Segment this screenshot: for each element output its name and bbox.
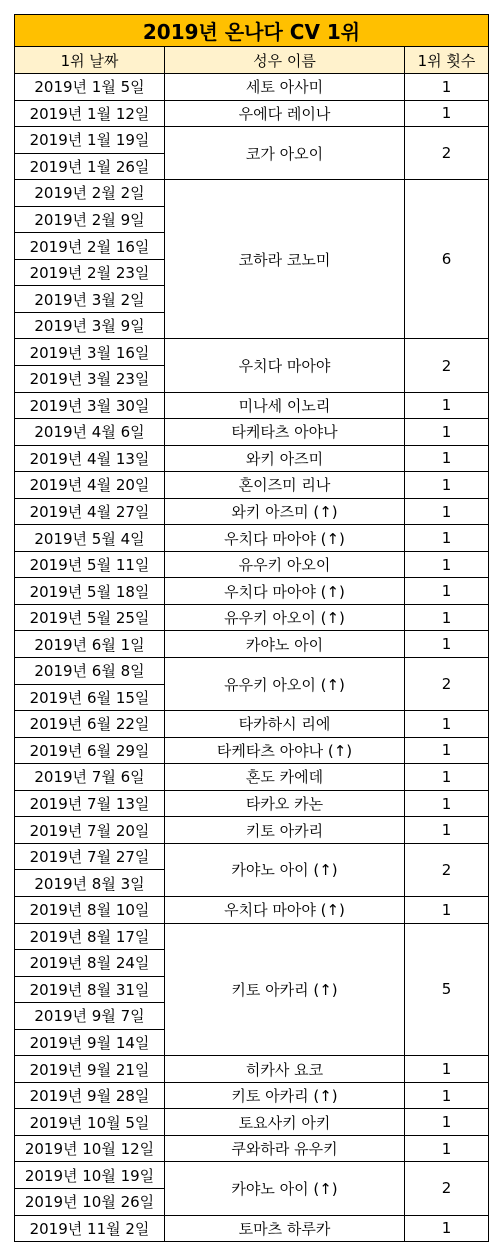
date-cell: 2019년 6월 15일: [15, 684, 165, 711]
voice-actor-name-cell: 카야노 아이 (↑): [165, 1162, 405, 1215]
voice-actor-name-cell: 히카사 요코: [165, 1056, 405, 1083]
date-cell: 2019년 10월 19일: [15, 1162, 165, 1189]
header-date: 1위 날짜: [15, 47, 165, 74]
first-place-count-cell: 1: [405, 74, 489, 101]
voice-actor-name-cell: 토요사키 아키: [165, 1109, 405, 1136]
first-place-count-cell: 1: [405, 1109, 489, 1136]
table-row: [15, 498, 489, 525]
first-place-count-cell: 1: [405, 790, 489, 817]
table-row: [15, 472, 489, 499]
date-cell: 2019년 8월 10일: [15, 896, 165, 923]
date-cell: 2019년 3월 2일: [15, 286, 165, 313]
date-cell: 2019년 10월 26일: [15, 1188, 165, 1215]
first-place-count-cell: 5: [405, 923, 489, 1056]
first-place-count-cell: 1: [405, 100, 489, 127]
table-row: [15, 445, 489, 472]
date-cell: 2019년 3월 30일: [15, 392, 165, 419]
first-place-count-cell: 1: [405, 392, 489, 419]
header-row: [15, 47, 489, 74]
first-place-count-cell: 2: [405, 1162, 489, 1215]
header-count: 1위 횟수: [405, 47, 489, 74]
table-row: [15, 180, 489, 207]
first-place-count-cell: 1: [405, 817, 489, 844]
date-cell: 2019년 6월 1일: [15, 631, 165, 658]
first-place-count-cell: 2: [405, 658, 489, 711]
date-cell: 2019년 2월 2일: [15, 180, 165, 207]
date-cell: 2019년 1월 12일: [15, 100, 165, 127]
voice-actor-name-cell: 혼이즈미 리나: [165, 472, 405, 499]
first-place-count-cell: 1: [405, 764, 489, 791]
first-place-count-cell: 1: [405, 737, 489, 764]
date-cell: 2019년 5월 11일: [15, 551, 165, 578]
table-row: [15, 1215, 489, 1242]
voice-actor-name-cell: 타케타츠 아야나 (↑): [165, 737, 405, 764]
table-row: [15, 74, 489, 101]
table-row: [15, 896, 489, 923]
table-row: [15, 551, 489, 578]
date-cell: 2019년 9월 28일: [15, 1082, 165, 1109]
header-name: 성우 이름: [165, 47, 405, 74]
first-place-count-cell: 1: [405, 1082, 489, 1109]
voice-actor-name-cell: 유우키 아오이 (↑): [165, 658, 405, 711]
date-cell: 2019년 7월 13일: [15, 790, 165, 817]
date-cell: 2019년 5월 25일: [15, 604, 165, 631]
date-cell: 2019년 7월 27일: [15, 843, 165, 870]
date-cell: 2019년 1월 26일: [15, 153, 165, 180]
date-cell: 2019년 6월 22일: [15, 711, 165, 738]
date-cell: 2019년 1월 5일: [15, 74, 165, 101]
table-row: [15, 1135, 489, 1162]
table-row: [15, 127, 489, 154]
table-row: [15, 764, 489, 791]
first-place-count-cell: 1: [405, 1215, 489, 1242]
date-cell: 2019년 3월 9일: [15, 312, 165, 339]
voice-actor-name-cell: 유우키 아오이: [165, 551, 405, 578]
date-cell: 2019년 9월 7일: [15, 1003, 165, 1030]
table-row: [15, 737, 489, 764]
date-cell: 2019년 3월 16일: [15, 339, 165, 366]
first-place-count-cell: 1: [405, 896, 489, 923]
date-cell: 2019년 11월 2일: [15, 1215, 165, 1242]
date-cell: 2019년 10월 12일: [15, 1135, 165, 1162]
date-cell: 2019년 7월 6일: [15, 764, 165, 791]
table-row: [15, 100, 489, 127]
table-row: [15, 419, 489, 446]
date-cell: 2019년 2월 23일: [15, 259, 165, 286]
date-cell: 2019년 5월 4일: [15, 525, 165, 552]
date-cell: 2019년 6월 29일: [15, 737, 165, 764]
voice-actor-name-cell: 우에다 레이나: [165, 100, 405, 127]
voice-actor-name-cell: 타케타츠 아야나: [165, 419, 405, 446]
first-place-count-cell: 1: [405, 445, 489, 472]
date-cell: 2019년 2월 16일: [15, 233, 165, 260]
voice-actor-name-cell: 코하라 코노미: [165, 180, 405, 339]
date-cell: 2019년 2월 9일: [15, 206, 165, 233]
voice-actor-name-cell: 키토 아카리 (↑): [165, 1082, 405, 1109]
first-place-count-cell: 1: [405, 472, 489, 499]
first-place-count-cell: 1: [405, 551, 489, 578]
table-row: [15, 843, 489, 870]
date-cell: 2019년 6월 8일: [15, 658, 165, 685]
date-cell: 2019년 4월 20일: [15, 472, 165, 499]
date-cell: 2019년 9월 21일: [15, 1056, 165, 1083]
date-cell: 2019년 4월 6일: [15, 419, 165, 446]
first-place-count-cell: 2: [405, 127, 489, 180]
first-place-count-cell: 6: [405, 180, 489, 339]
first-place-count-cell: 1: [405, 578, 489, 605]
table-row: [15, 1162, 489, 1189]
table-row: [15, 790, 489, 817]
date-cell: 2019년 8월 24일: [15, 950, 165, 977]
first-place-count-cell: 2: [405, 339, 489, 392]
table-row: [15, 1056, 489, 1083]
table-row: [15, 711, 489, 738]
table-row: [15, 658, 489, 685]
table-row: [15, 578, 489, 605]
date-cell: 2019년 4월 13일: [15, 445, 165, 472]
voice-actor-name-cell: 우치다 마아야 (↑): [165, 896, 405, 923]
date-cell: 2019년 3월 23일: [15, 366, 165, 393]
first-place-count-cell: 1: [405, 711, 489, 738]
voice-actor-name-cell: 우치다 마아야 (↑): [165, 525, 405, 552]
table-row: [15, 339, 489, 366]
first-place-count-cell: 1: [405, 1135, 489, 1162]
voice-actor-name-cell: 우치다 마아야 (↑): [165, 578, 405, 605]
table-row: [15, 525, 489, 552]
table-title: 2019년 온나다 CV 1위: [15, 15, 489, 47]
voice-actor-name-cell: 타카하시 리에: [165, 711, 405, 738]
date-cell: 2019년 9월 14일: [15, 1029, 165, 1056]
voice-actor-name-cell: 와키 아즈미 (↑): [165, 498, 405, 525]
date-cell: 2019년 7월 20일: [15, 817, 165, 844]
first-place-count-cell: 1: [405, 525, 489, 552]
date-cell: 2019년 8월 31일: [15, 976, 165, 1003]
voice-actor-name-cell: 키토 아카리: [165, 817, 405, 844]
voice-actor-name-cell: 쿠와하라 유우키: [165, 1135, 405, 1162]
table-body: [15, 74, 489, 1242]
table-row: [15, 817, 489, 844]
title-row: [15, 15, 489, 47]
date-cell: 2019년 5월 18일: [15, 578, 165, 605]
table-row: [15, 1109, 489, 1136]
first-place-count-cell: 1: [405, 631, 489, 658]
date-cell: 2019년 10월 5일: [15, 1109, 165, 1136]
first-place-count-cell: 1: [405, 604, 489, 631]
voice-actor-name-cell: 와키 아즈미: [165, 445, 405, 472]
table-row: [15, 923, 489, 950]
voice-actor-name-cell: 타카오 카논: [165, 790, 405, 817]
date-cell: 2019년 1월 19일: [15, 127, 165, 154]
ranking-table: [14, 14, 489, 1242]
first-place-count-cell: 1: [405, 498, 489, 525]
voice-actor-name-cell: 혼도 카에데: [165, 764, 405, 791]
table-row: [15, 392, 489, 419]
first-place-count-cell: 2: [405, 843, 489, 896]
voice-actor-name-cell: 토마츠 하루카: [165, 1215, 405, 1242]
table-row: [15, 631, 489, 658]
voice-actor-name-cell: 유우키 아오이 (↑): [165, 604, 405, 631]
date-cell: 2019년 8월 17일: [15, 923, 165, 950]
voice-actor-name-cell: 미나세 이노리: [165, 392, 405, 419]
voice-actor-name-cell: 카야노 아이: [165, 631, 405, 658]
voice-actor-name-cell: 카야노 아이 (↑): [165, 843, 405, 896]
table-row: [15, 604, 489, 631]
voice-actor-name-cell: 우치다 마아야: [165, 339, 405, 392]
date-cell: 2019년 8월 3일: [15, 870, 165, 897]
first-place-count-cell: 1: [405, 1056, 489, 1083]
date-cell: 2019년 4월 27일: [15, 498, 165, 525]
voice-actor-name-cell: 코가 아오이: [165, 127, 405, 180]
voice-actor-name-cell: 세토 아사미: [165, 74, 405, 101]
voice-actor-name-cell: 키토 아카리 (↑): [165, 923, 405, 1056]
table-row: [15, 1082, 489, 1109]
first-place-count-cell: 1: [405, 419, 489, 446]
